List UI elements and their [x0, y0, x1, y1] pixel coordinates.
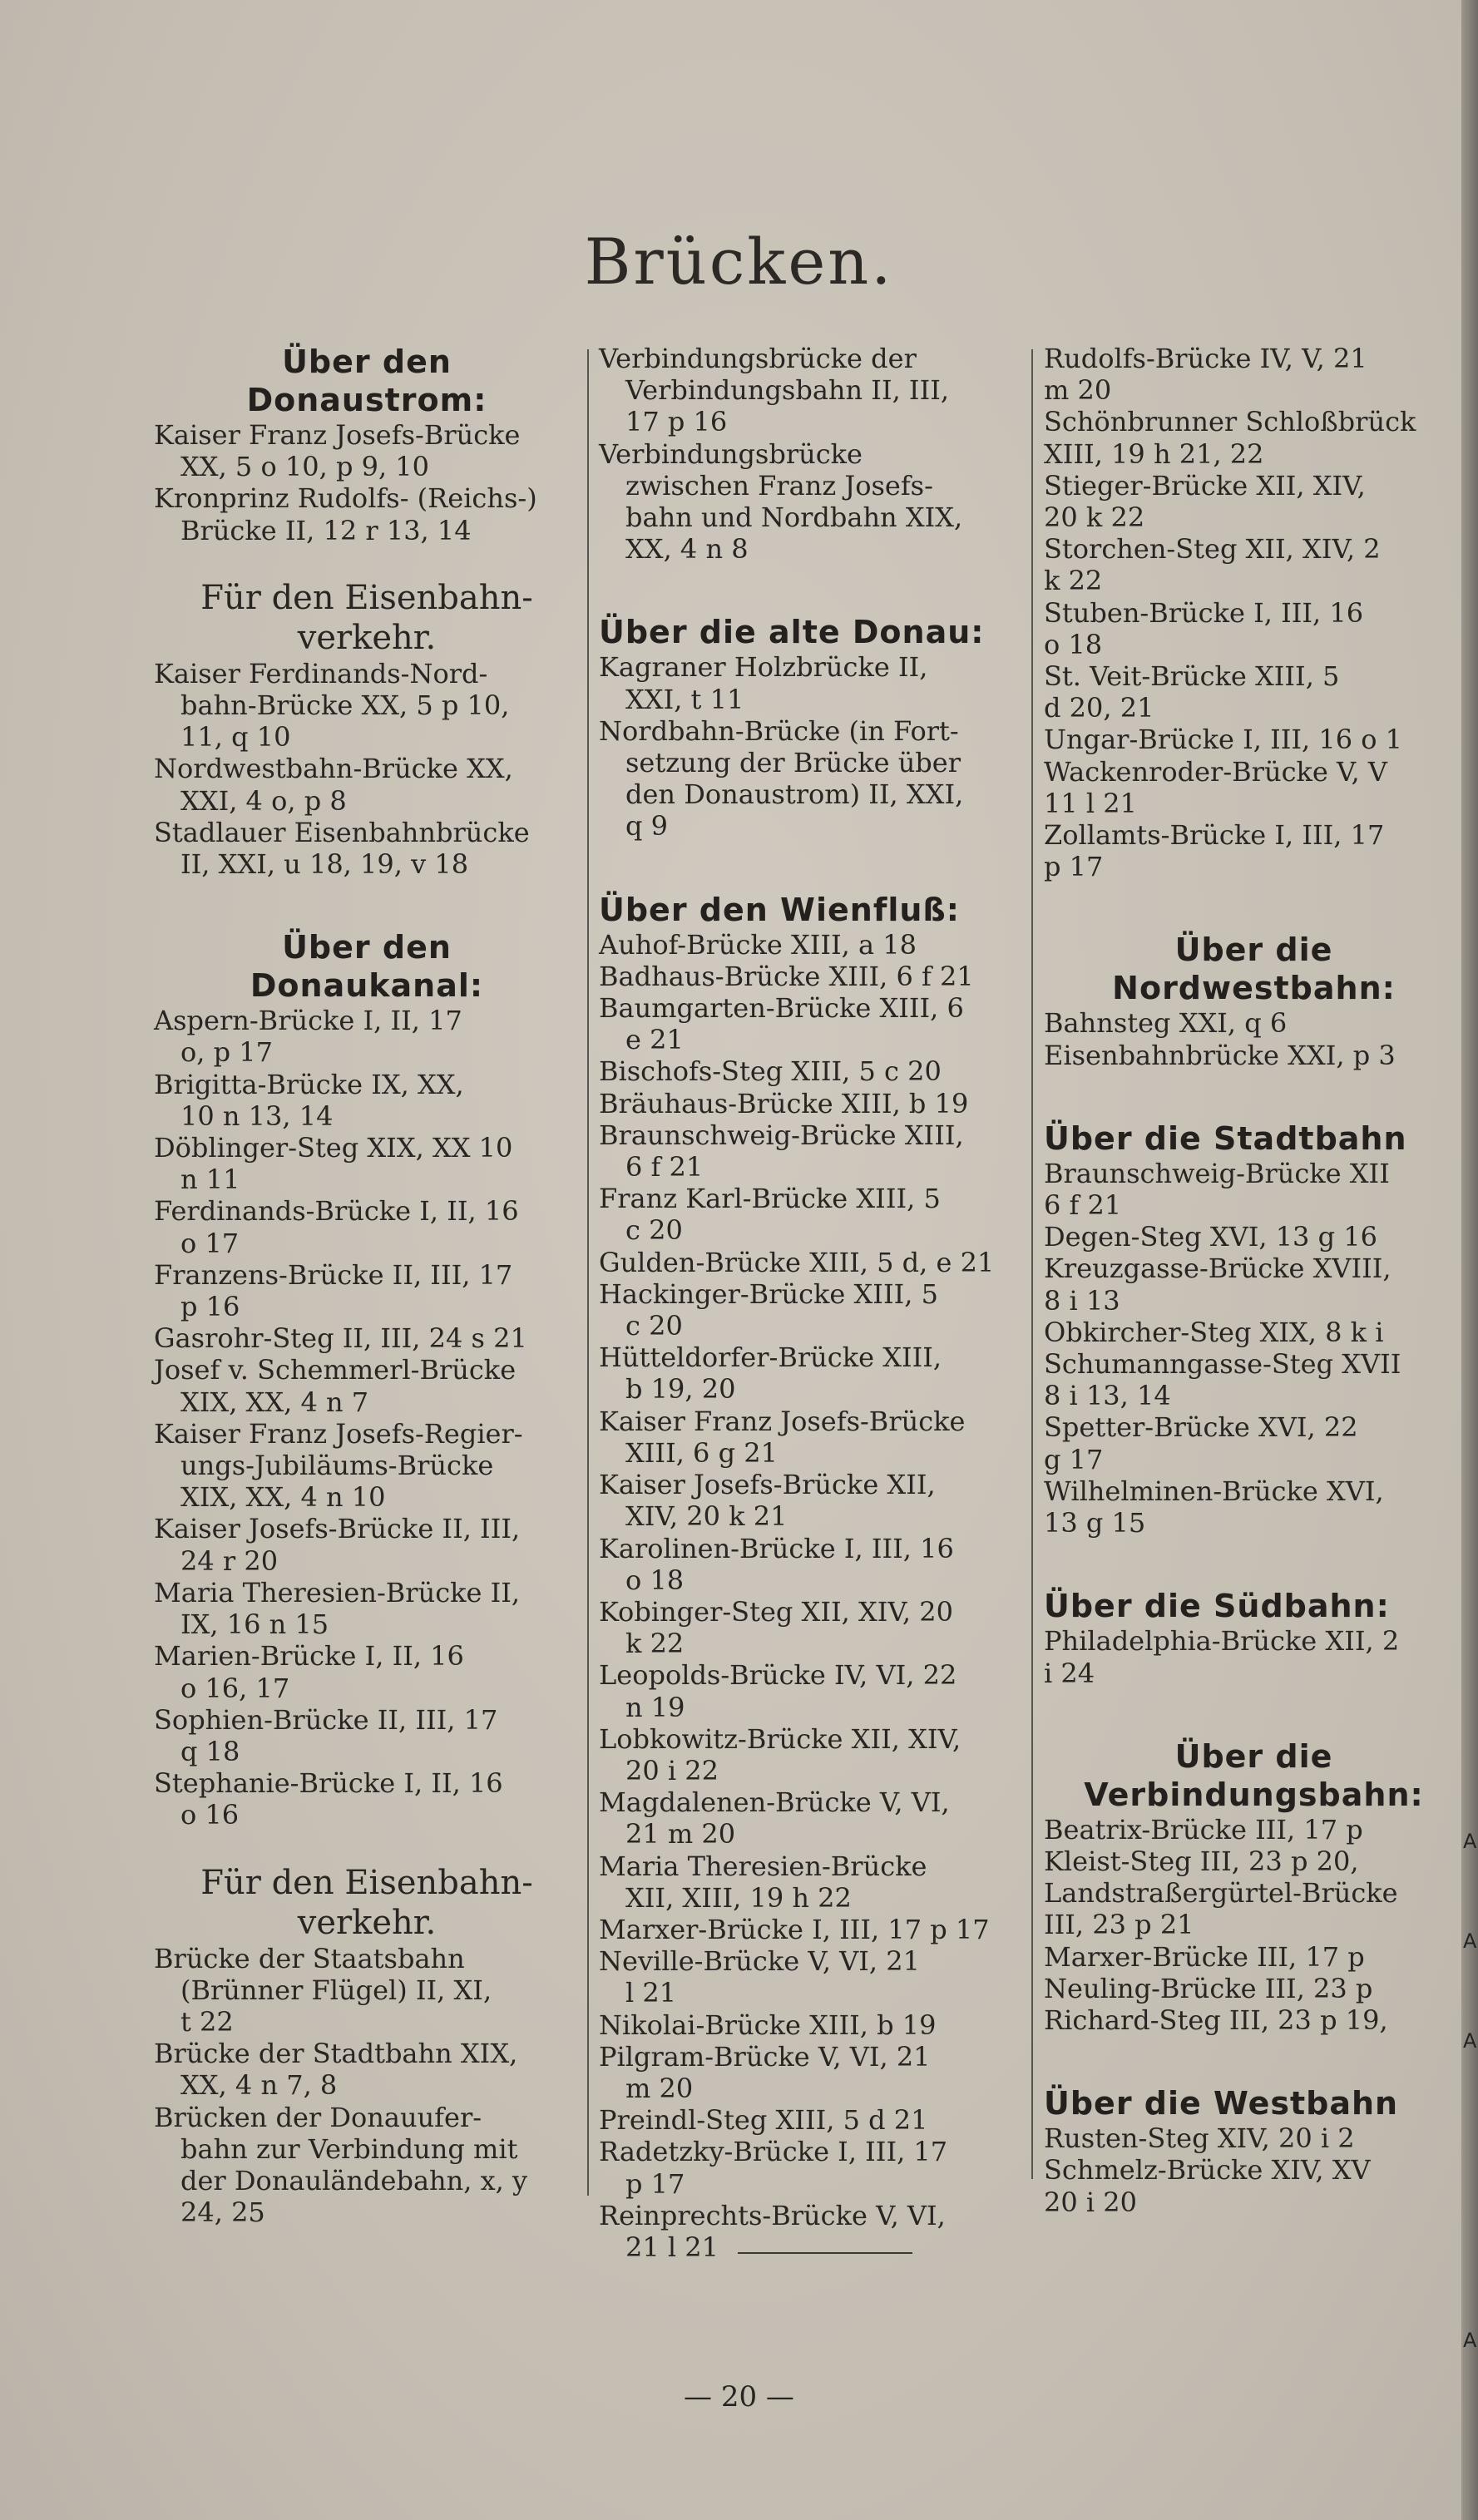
- column-right: [1044, 343, 1464, 2218]
- column-rule: [1031, 349, 1033, 2179]
- list-item: Bahnsteg XXI, q 6: [1044, 1007, 1288, 1040]
- list-item: Wackenroder-Brücke V, V 11 l 21: [1044, 755, 1387, 819]
- edge-letter: A: [1463, 1930, 1477, 1953]
- list-item: Radetzky-Brücke I, III, 17 p 17: [599, 2136, 948, 2200]
- section-heading: Über den Wienfluß:: [599, 891, 960, 928]
- list-item: Stieger-Brücke XII, XIV, 20 k 22: [1044, 469, 1366, 534]
- list-item: Leopolds-Brücke IV, VI, 22 n 19: [599, 1659, 957, 1723]
- list-item: Neville-Brücke V, VI, 21 l 21: [599, 1945, 920, 2009]
- list-item: Kaiser Josefs-Brücke II, III, 24 r 20: [154, 1513, 521, 1577]
- list-item: Döblinger-Steg XIX, XX 10 n 11: [154, 1132, 513, 1196]
- list-item: Josef v. Schemmerl-Brücke XIX, XX, 4 n 7: [154, 1354, 517, 1418]
- list-item: Baumgarten-Brücke XIII, 6 e 21: [599, 992, 964, 1056]
- list-item: Lobkowitz-Brücke XII, XIV, 20 i 22: [599, 1722, 961, 1786]
- list-item: Ungar-Brücke I, III, 16 o 1: [1044, 724, 1403, 756]
- list-item: St. Veit-Brücke XIII, 5 d 20, 21: [1044, 660, 1340, 724]
- list-item: Ferdinands-Brücke I, II, 16 o 17: [154, 1195, 519, 1259]
- list-item: Magdalenen-Brücke V, VI, 21 m 20: [599, 1786, 950, 1850]
- section-heading: Über den Donaukanal:: [250, 929, 484, 1005]
- list-item: Nordwestbahn-Brücke XX, XXI, 4 o, p 8: [154, 753, 513, 817]
- section-heading: Über die alte Donau:: [599, 614, 985, 651]
- list-item: Marxer-Brücke III, 17 p: [1044, 1940, 1365, 1973]
- list-item: Schmelz-Brücke XIV, XV 20 i 20: [1044, 2154, 1371, 2218]
- page-edge-strip: [1461, 0, 1478, 2520]
- section-heading: Über die Verbindungsbahn:: [1084, 1737, 1424, 1813]
- section-heading: Über die Stadtbahn: [1044, 1119, 1407, 1157]
- list-item: Eisenbahnbrücke XXI, p 3: [1044, 1039, 1396, 1071]
- list-item: Gasrohr-Steg II, III, 24 s 21: [154, 1322, 527, 1355]
- section-heading: Für den Eisenbahn- verkehr.: [200, 1863, 533, 1942]
- list-item: Maria Theresien-Brücke II, IX, 16 n 15: [154, 1576, 521, 1641]
- list-item: Brücken der Donauufer- bahn zur Verbindung mit der Donauländebahn, x, y 24, 25: [154, 2101, 528, 2229]
- list-item: Kaiser Franz Josefs-Brücke XIII, 6 g 21: [599, 1405, 966, 1469]
- list-item: Stephanie-Brücke I, II, 16 o 16: [154, 1767, 503, 1831]
- list-item: Auhof-Brücke XIII, a 18: [599, 928, 917, 961]
- list-item: Rusten-Steg XIV, 20 i 2: [1044, 2122, 1355, 2155]
- list-item: Kaiser Josefs-Brücke XII, XIV, 20 k 21: [599, 1469, 936, 1533]
- list-item: Stuben-Brücke I, III, 16 o 18: [1044, 596, 1364, 660]
- edge-letter: A: [1463, 1830, 1477, 1853]
- list-item: Kaiser Franz Josefs-Regier- ungs-Jubiläums-Brücke XIX, XX, 4 n 10: [154, 1417, 523, 1514]
- list-item: Richard-Steg III, 23 p 19,: [1044, 2004, 1388, 2036]
- list-item: Kleist-Steg III, 23 p 20,: [1044, 1845, 1359, 1877]
- list-item: Kronprinz Rudolfs- (Reichs-) Brücke II, 12 r 13, 14: [154, 482, 537, 546]
- list-item: Pilgram-Brücke V, VI, 21 m 20: [599, 2040, 931, 2104]
- list-item: Badhaus-Brücke XIII, 6 f 21: [599, 960, 974, 992]
- list-item: Spetter-Brücke XVI, 22 g 17: [1044, 1411, 1358, 1475]
- section-heading: Über die Nordwestbahn:: [1112, 931, 1396, 1007]
- list-item: Verbindungsbrücke der Verbindungsbahn II, III, 17 p 16: [599, 343, 950, 438]
- list-item: Kobinger-Steg XII, XIV, 20 k 22: [599, 1595, 953, 1660]
- list-item: Bräuhaus-Brücke XIII, b 19: [599, 1087, 969, 1119]
- list-item: Zollamts-Brücke I, III, 17 p 17: [1044, 819, 1385, 883]
- page-title: Brücken.: [584, 225, 894, 299]
- section-heading: Über die Westbahn: [1044, 2085, 1399, 2122]
- list-item: Sophien-Brücke II, III, 17 q 18: [154, 1703, 498, 1767]
- list-item: Marien-Brücke I, II, 16 o 16, 17: [154, 1640, 464, 1704]
- list-item: Braunschweig-Brücke XIII, 6 f 21: [599, 1119, 964, 1183]
- list-item: Brigitta-Brücke IX, XX, 10 n 13, 14: [154, 1068, 464, 1132]
- list-item: Brücke der Staatsbahn (Brünner Flügel) II, XI, t 22: [154, 1942, 492, 2038]
- list-item: Gulden-Brücke XIII, 5 d, e 21: [599, 1246, 995, 1278]
- list-item: Kaiser Franz Josefs-Brücke XX, 5 o 10, p 9, 10: [154, 419, 521, 483]
- column-middle: [599, 343, 1025, 2263]
- list-item: Hütteldorfer-Brücke XIII, b 19, 20: [599, 1342, 942, 1406]
- list-item: Stadlauer Eisenbahnbrücke II, XXI, u 18, 19, v 18: [154, 816, 530, 881]
- section-heading: Über den Donaustrom:: [246, 343, 487, 418]
- list-item: Hackinger-Brücke XIII, 5 c 20: [599, 1277, 938, 1342]
- list-item: Kagraner Holzbrücke II, XXI, t 11: [599, 651, 928, 715]
- list-item: Verbindungsbrücke zwischen Franz Josefs- bahn und Nordbahn XIX, XX, 4 n 8: [599, 437, 963, 566]
- list-item: Karolinen-Brücke I, III, 16 o 18: [599, 1532, 954, 1596]
- list-item: Obkircher-Steg XIX, 8 k i: [1044, 1316, 1384, 1348]
- list-item: Aspern-Brücke I, II, 17 o, p 17: [154, 1005, 462, 1069]
- column-rule: [587, 349, 589, 2196]
- list-item: Brücke der Stadtbahn XIX, XX, 4 n 7, 8: [154, 2038, 518, 2102]
- section-heading: Für den Eisenbahn- verkehr.: [200, 578, 533, 657]
- list-item: Degen-Steg XVI, 13 g 16: [1044, 1221, 1377, 1253]
- edge-letter: A: [1463, 2029, 1477, 2053]
- list-item: Preindl-Steg XIII, 5 d 21: [599, 2104, 928, 2137]
- list-item: Maria Theresien-Brücke XII, XIII, 19 h 22: [599, 1850, 927, 1914]
- list-item: Reinprechts-Brücke V, VI, 21 l 21: [599, 2199, 946, 2263]
- edge-letter: A: [1463, 2329, 1477, 2352]
- section-heading: Über die Südbahn:: [1044, 1588, 1390, 1625]
- list-item: Beatrix-Brücke III, 17 p: [1044, 1813, 1363, 1846]
- list-item: Franz Karl-Brücke XIII, 5 c 20: [599, 1183, 941, 1247]
- footer-divider: [738, 2252, 912, 2254]
- list-item: Neuling-Brücke III, 23 p: [1044, 1972, 1373, 2004]
- column-left: [154, 343, 580, 2228]
- page-number: — 20 —: [684, 2380, 794, 2414]
- list-item: Marxer-Brücke I, III, 17 p 17: [599, 1913, 990, 1945]
- list-item: Landstraßergürtel-Brücke III, 23 p 21: [1044, 1877, 1398, 1941]
- list-item: Rudolfs-Brücke IV, V, 21 m 20: [1044, 343, 1367, 407]
- list-item: Schönbrunner Schloßbrück XIII, 19 h 21, 22: [1044, 406, 1416, 470]
- list-item: Bischofs-Steg XIII, 5 c 20: [599, 1055, 942, 1088]
- list-item: Franzens-Brücke II, III, 17 p 16: [154, 1258, 513, 1323]
- list-item: Braunschweig-Brücke XII 6 f 21: [1044, 1157, 1390, 1222]
- list-item: Kreuzgasse-Brücke XVIII, 8 i 13: [1044, 1253, 1391, 1317]
- list-item: Wilhelminen-Brücke XVI, 13 g 15: [1044, 1475, 1384, 1539]
- list-item: Storchen-Steg XII, XIV, 2 k 22: [1044, 533, 1381, 597]
- list-item: Schumanngasse-Steg XVII 8 i 13, 14: [1044, 1348, 1401, 1412]
- list-item: Kaiser Ferdinands-Nord- bahn-Brücke XX, 5 p 10, 11, q 10: [154, 657, 510, 754]
- list-item: Nikolai-Brücke XIII, b 19: [599, 2009, 937, 2041]
- list-item: Nordbahn-Brücke (in Fort- setzung der Brücke über den Donaustrom) II, XXI, q 9: [599, 714, 964, 842]
- list-item: Philadelphia-Brücke XII, 2 i 24: [1044, 1625, 1400, 1689]
